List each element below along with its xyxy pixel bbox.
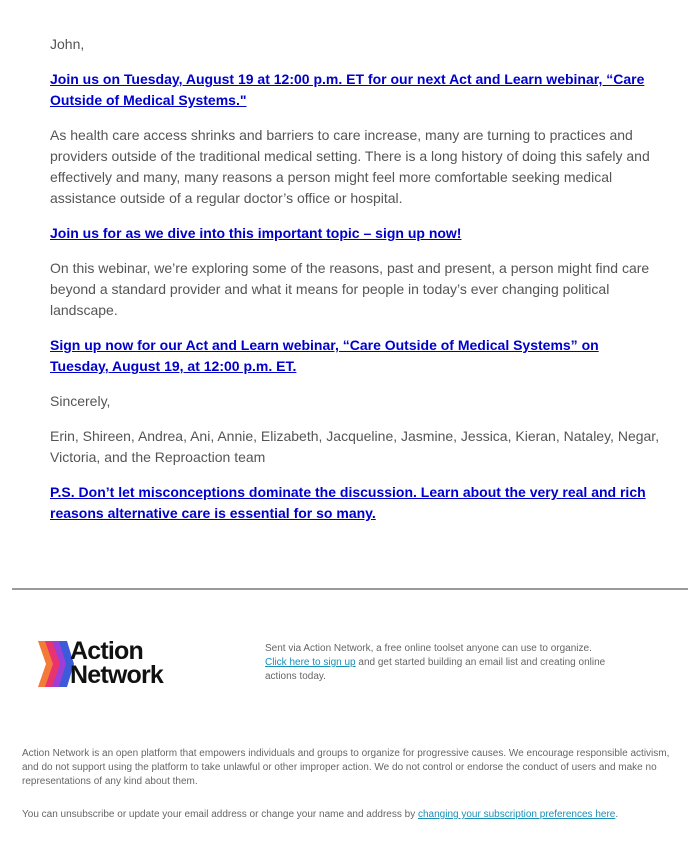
closing: Sincerely, <box>50 393 111 409</box>
footer-divider <box>12 588 688 590</box>
ps-link[interactable]: P.S. Don’t let misconceptions dominate the discussion. Learn about the very real and rich reasons alternative care is essential for so many. <box>50 484 646 521</box>
signup-link-paragraph <box>50 223 660 244</box>
logo-line-2: Network <box>70 661 164 689</box>
signup-rest-text: and get started building an email list and creating online actions today. <box>265 657 606 682</box>
webinar-description-paragraph: On this webinar, we’re exploring some of the reasons, past and present, a person might find care beyond a standard provider and what it means for people in today’s ever changing political landscape. <box>50 260 650 318</box>
unsubscribe-end: . <box>615 809 619 820</box>
logo-line-1: Action <box>70 637 143 665</box>
click-to-signup-link[interactable]: Click here to sign up <box>265 657 356 668</box>
disclaimer: Action Network is an open platform that empowers individuals and groups to organize for progressive causes. We encourage responsible activism, and do not support using the platform to take unlawful or other improper action. We do not control or endorse the conduct of users and make no representations of any kind about them. <box>22 748 670 787</box>
webinar-link-paragraph <box>50 69 660 111</box>
signers: Erin, Shireen, Andrea, Ani, Annie, Elizabeth, Jacqueline, Jasmine, Jessica, Kieran, Nataley, Negar, Victoria, and the Reproaction team <box>50 428 660 465</box>
unsubscribe-text: You can unsubscribe or update your email address or change your name and address by <box>22 809 418 820</box>
intro-paragraph: As health care access shrinks and barriers to care increase, many are turning to practices and providers outside of the traditional medical setting. There is a long history of doing this safely and effectively and many, many reasons a person might feel more comfortable seeking medical assistance outside of a regular doctor’s office or hospital. <box>50 127 650 206</box>
action-network-logo-icon <box>38 641 74 687</box>
unsubscribe-line <box>22 808 692 822</box>
ps-paragraph <box>50 482 660 524</box>
logo-wordmark <box>70 639 163 687</box>
signup-now-link[interactable]: Sign up now for our Act and Learn webinar, “Care Outside of Medical Systems” on Tuesday, August 19, at 12:00 p.m. ET. <box>50 337 599 374</box>
footer-blurb <box>265 642 635 684</box>
signup-now-paragraph <box>50 335 660 377</box>
sent-via-text: Sent via Action Network, a free online toolset anyone can use to organize. <box>265 643 592 654</box>
action-network-logo[interactable] <box>38 639 198 691</box>
greeting: John, <box>50 36 85 52</box>
email-body <box>50 34 660 538</box>
subscription-preferences-link[interactable]: changing your subscription preferences here <box>418 809 616 820</box>
webinar-date-link[interactable]: Join us on Tuesday, August 19 at 12:00 p.m. ET for our next Act and Learn webinar, “Care Outside of Medical Systems." <box>50 71 645 108</box>
dive-in-signup-link[interactable]: Join us for as we dive into this important topic – sign up now! <box>50 225 462 241</box>
